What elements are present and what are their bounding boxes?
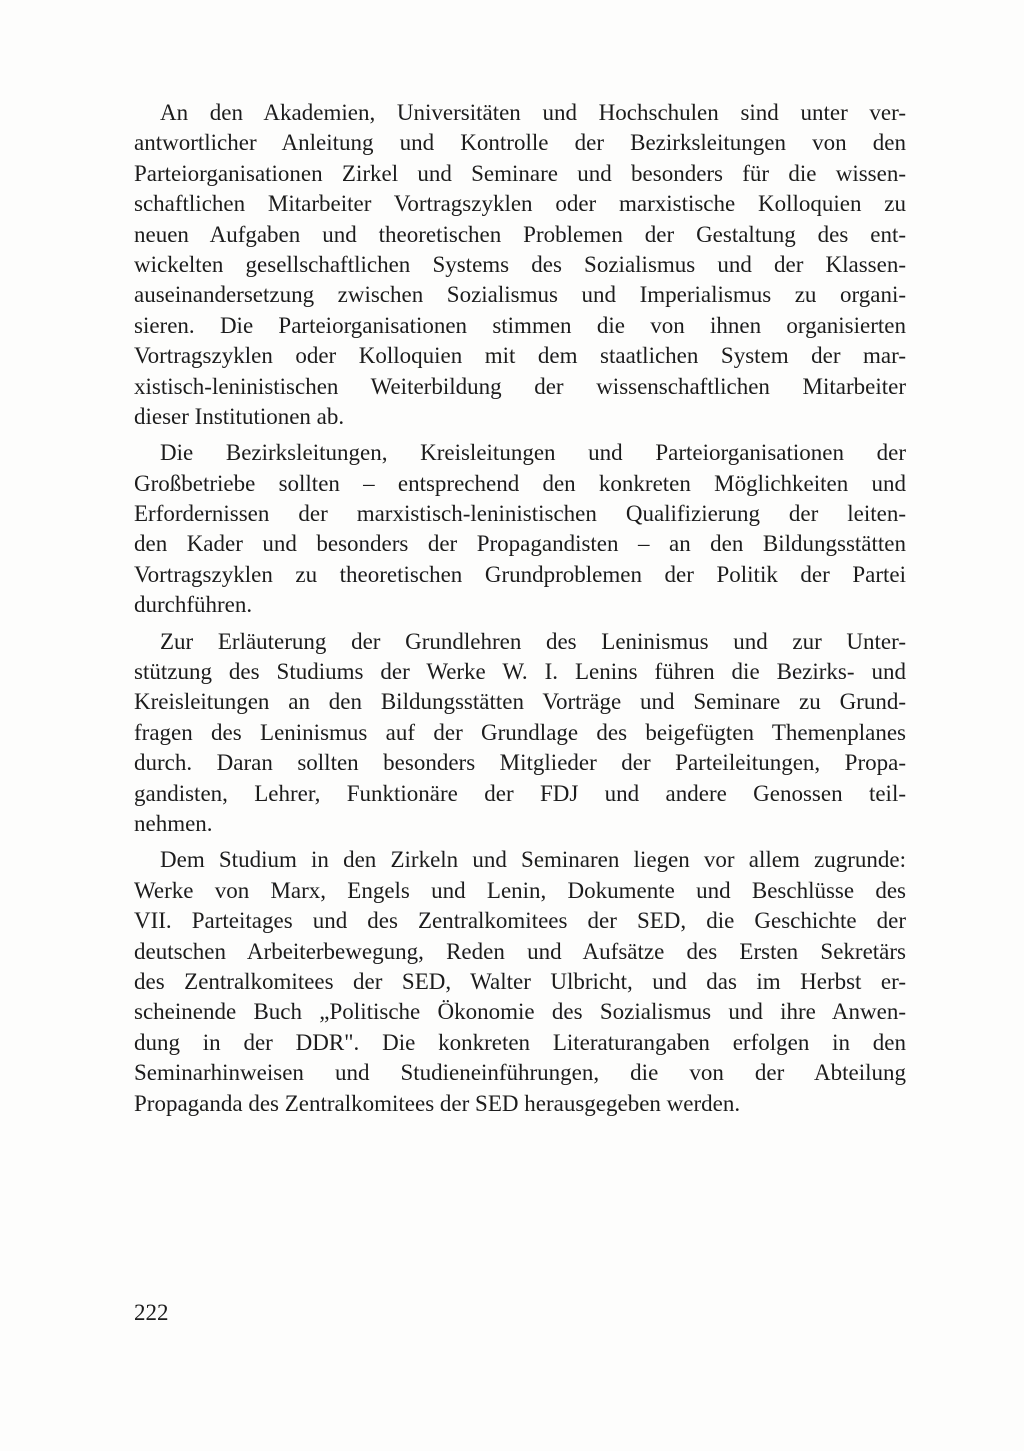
text-line: Seminarhinweisen und Studieneinführungen, die von der Abteilung <box>134 1060 906 1086</box>
paragraph <box>134 438 906 620</box>
text-line: Dem Studium in den Zirkeln und Seminaren liegen vor allem zugrunde: <box>160 847 906 873</box>
paragraph <box>134 845 906 1119</box>
text-line: Werke von Marx, Engels und Lenin, Dokumente und Beschlüsse des <box>134 877 906 903</box>
text-line: sieren. Die Parteiorganisationen stimmen die von ihnen organisierten <box>134 312 906 338</box>
text-line: stützung des Studiums der Werke W. I. Lenins führen die Bezirks- und <box>134 659 906 685</box>
text-line: neuen Aufgaben und theoretischen Problemen der Gestaltung des ent- <box>134 221 906 247</box>
text-line: Großbetriebe sollten – entsprechend den konkreten Möglichkeiten und <box>134 470 906 496</box>
page-number: 222 <box>134 1300 169 1325</box>
text-line: durch. Daran sollten besonders Mitglieder der Parteileitungen, Propa- <box>134 750 906 776</box>
text-line: Kreisleitungen an den Bildungsstätten Vorträge und Seminare zu Grund- <box>134 689 906 715</box>
text-line: deutschen Arbeiterbewegung, Reden und Aufsätze des Ersten Sekretärs <box>134 938 906 964</box>
text-line: dung in der DDR". Die konkreten Literaturangaben erfolgen in den <box>134 1029 906 1055</box>
text-line: des Zentralkomitees der SED, Walter Ulbricht, und das im Herbst er- <box>134 968 906 994</box>
text-line: Vortragszyklen oder Kolloquien mit dem staatlichen System der mar- <box>134 343 906 369</box>
text-line: Parteiorganisationen Zirkel und Seminare und besonders für die wissen- <box>134 160 906 186</box>
text-line: Vortragszyklen zu theoretischen Grundproblemen der Politik der Partei <box>134 561 906 587</box>
text-line: Propaganda des Zentralkomitees der SED herausgegeben werden. <box>134 1090 741 1116</box>
text-line: dieser Institutionen ab. <box>134 403 345 429</box>
text-line: wickelten gesellschaftlichen Systems des Sozialismus und der Klassen- <box>134 251 906 277</box>
text-line: schaftlichen Mitarbeiter Vortragszyklen oder marxistische Kolloquien zu <box>134 191 906 217</box>
text-line: scheinende Buch „Politische Ökonomie des Sozialismus und ihre Anwen- <box>134 999 906 1025</box>
text-line: durchführen. <box>134 592 253 618</box>
text-line: nehmen. <box>134 810 213 836</box>
text-line: fragen des Leninismus auf der Grundlage des beigefügten Themenplanes <box>134 719 906 745</box>
paragraph <box>134 627 906 840</box>
text-line: Die Bezirksleitungen, Kreisleitungen und Parteiorganisationen der <box>160 440 906 466</box>
text-line: gandisten, Lehrer, Funktionäre der FDJ und andere Genossen teil- <box>134 780 906 806</box>
text-line: auseinandersetzung zwischen Sozialismus und Imperialismus zu organi- <box>134 282 906 308</box>
text-line: An den Akademien, Universitäten und Hochschulen sind unter ver- <box>160 100 906 125</box>
body-text <box>134 98 906 1119</box>
text-line: den Kader und besonders der Propagandisten – an den Bildungsstätten <box>134 531 906 557</box>
text-line: xistisch-leninistischen Weiterbildung der wissenschaftlichen Mitarbeiter <box>134 373 906 399</box>
text-line: antwortlicher Anleitung und Kontrolle der Bezirksleitungen von den <box>134 130 906 156</box>
text-line: Erfordernissen der marxistisch-leninistischen Qualifizierung der leiten- <box>134 501 906 527</box>
text-line: VII. Parteitages und des Zentralkomitees der SED, die Geschichte der <box>134 908 906 934</box>
text-line: Zur Erläuterung der Grundlehren des Leninismus und zur Unter- <box>160 628 906 654</box>
paragraph <box>134 98 906 432</box>
